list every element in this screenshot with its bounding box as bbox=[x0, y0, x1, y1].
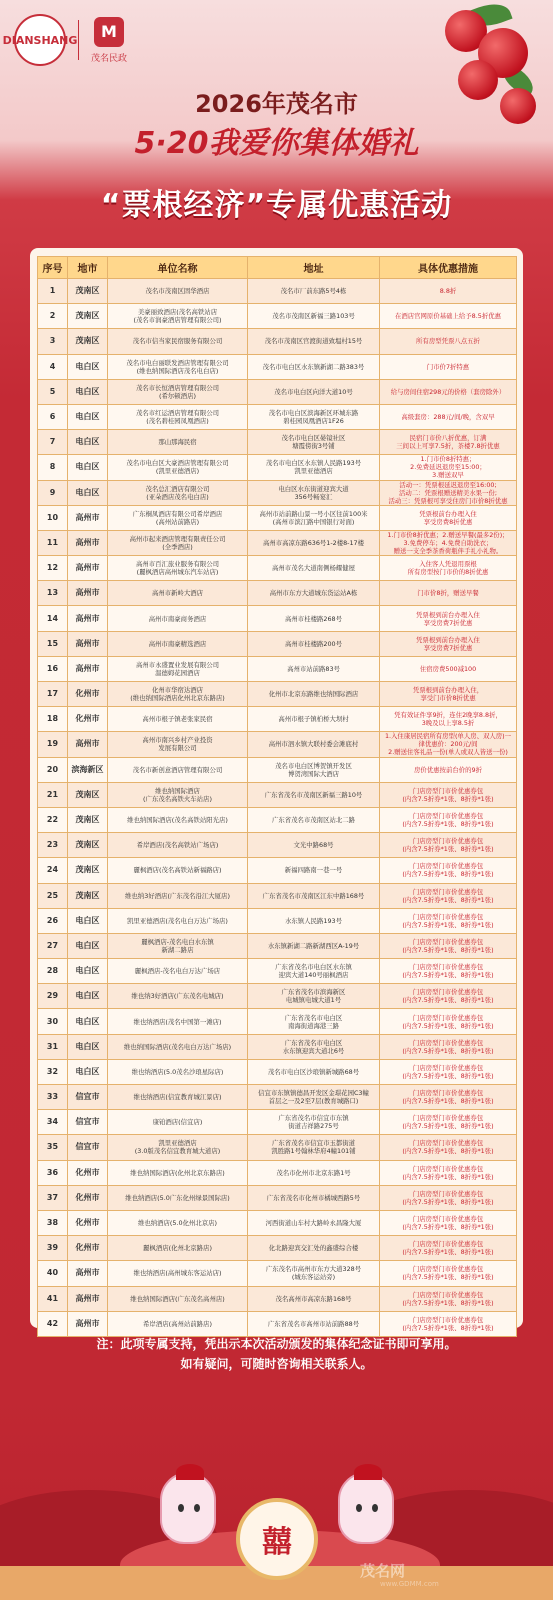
row-unit-name: 维也纳酒店(5.0化州北京店) bbox=[108, 1210, 248, 1235]
row-city: 电白区 bbox=[68, 430, 108, 455]
row-unit-name: 茂名市信当家民宿服务有限公司 bbox=[108, 329, 248, 354]
row-address: 水东镇人民路193号 bbox=[248, 908, 380, 933]
row-city: 茂南区 bbox=[68, 807, 108, 832]
row-address: 河西街道山车村大路岭永昌隆大厦 bbox=[248, 1210, 380, 1235]
row-offer: 门店房型门市价优惠券包 (内含7.5折券*1张、8折券*1张) bbox=[380, 1135, 517, 1160]
row-address: 茂名市茂南区官渡街道致塭村15号 bbox=[248, 329, 380, 354]
row-index: 38 bbox=[38, 1210, 68, 1235]
logo2-mark: M bbox=[94, 17, 124, 47]
row-unit-name: 维也纳国际酒店 (广东茂名高铁火车站店) bbox=[108, 782, 248, 807]
row-offer: 活动一：凭票根延迟退房至16:00; 活动二：凭票根赠送精美水果一份; 活动三：凭票根可享受住房门市价8折优惠 bbox=[380, 480, 517, 505]
row-index: 3 bbox=[38, 329, 68, 354]
header-city: 地市 bbox=[68, 257, 108, 279]
row-unit-name: 茂名总汇酒店有限公司 (亚朵酒店茂名电白店) bbox=[108, 480, 248, 505]
row-city: 茂南区 bbox=[68, 883, 108, 908]
row-unit-name: 高州市南兴乡村产业投资 发展有限公司 bbox=[108, 732, 248, 757]
table-row bbox=[38, 1311, 517, 1336]
row-unit-name: 麗枫酒店-茂名电白万达广场店 bbox=[108, 959, 248, 984]
civil-affairs-logo bbox=[2, 14, 78, 66]
row-city: 化州市 bbox=[68, 707, 108, 732]
row-address: 广东省茂名市电白区 水东镇迎宾大道北6号 bbox=[248, 1034, 380, 1059]
table-row bbox=[38, 807, 517, 832]
row-unit-name: 希岸酒店(茂名高铁站广场店) bbox=[108, 833, 248, 858]
row-offer: 入住客人凭退用票根 所有房型按门市价的8折优惠 bbox=[380, 556, 517, 581]
row-address: 广东省茂名市茂南区新福三路10号 bbox=[248, 782, 380, 807]
row-index: 10 bbox=[38, 505, 68, 530]
row-offer: 门店房型门市价优惠券包 (内含7.5折券*1张、8折券*1张) bbox=[380, 1034, 517, 1059]
row-offer: 凭有效证件享9折，连住2晚享8.8折， 3晚及以上享8.5折 bbox=[380, 707, 517, 732]
row-unit-name: 维也纳酒店(5.0茂名沙琅星际店) bbox=[108, 1059, 248, 1084]
row-index: 26 bbox=[38, 908, 68, 933]
mascot-eye bbox=[356, 1504, 362, 1512]
table-row bbox=[38, 631, 517, 656]
table-row bbox=[38, 505, 517, 530]
row-unit-name: 化州市华宿达酒店 (维也纳国际酒店化州北京东路店) bbox=[108, 682, 248, 707]
row-city: 高州市 bbox=[68, 1286, 108, 1311]
row-unit-name: 维也纳酒店(5.0广东化州绿景国际店) bbox=[108, 1185, 248, 1210]
mascot-hat bbox=[176, 1464, 204, 1480]
mascot-hat bbox=[354, 1464, 382, 1480]
row-city: 电白区 bbox=[68, 379, 108, 404]
row-address: 高州市桂楼路200号 bbox=[248, 631, 380, 656]
row-offer: 住宿房费500减100 bbox=[380, 656, 517, 681]
row-index: 36 bbox=[38, 1160, 68, 1185]
table-row bbox=[38, 1286, 517, 1311]
table-body bbox=[38, 279, 517, 1337]
row-offer: 在酒店官网原价基础上给予8.5折优惠 bbox=[380, 304, 517, 329]
row-unit-name: 美豪丽致酒店(茂名高铁站店 (茂名市润豪酒店管理有限公司) bbox=[108, 304, 248, 329]
table-row bbox=[38, 329, 517, 354]
row-address: 茂名市电白区向洋大道10号 bbox=[248, 379, 380, 404]
row-index: 22 bbox=[38, 807, 68, 832]
row-index: 7 bbox=[38, 430, 68, 455]
row-address: 水东镇新湖二路新湖西区A-19号 bbox=[248, 933, 380, 958]
row-city: 电白区 bbox=[68, 480, 108, 505]
row-city: 电白区 bbox=[68, 1009, 108, 1034]
row-offer: 房价优惠按前台价的9折 bbox=[380, 757, 517, 782]
row-address: 电白区水东街道迎宾大道 356号畅宴汇 bbox=[248, 480, 380, 505]
row-offer: 门店房型门市价优惠券包 (内含7.5折券*1张、8折券*1张) bbox=[380, 833, 517, 858]
row-city: 高州市 bbox=[68, 732, 108, 757]
table-row bbox=[38, 656, 517, 681]
row-index: 9 bbox=[38, 480, 68, 505]
row-address: 茂名市电白区水东镇新湖二路383号 bbox=[248, 354, 380, 379]
row-offer: 门市价7折特惠 bbox=[380, 354, 517, 379]
logo2-text: 茂名民政 bbox=[91, 53, 128, 64]
row-index: 23 bbox=[38, 833, 68, 858]
row-city: 电白区 bbox=[68, 404, 108, 429]
table-row bbox=[38, 606, 517, 631]
row-index: 42 bbox=[38, 1311, 68, 1336]
row-address: 高州市高凉东路636号1-2楼8-17楼 bbox=[248, 530, 380, 555]
row-index: 12 bbox=[38, 556, 68, 581]
row-index: 16 bbox=[38, 656, 68, 681]
table-row bbox=[38, 883, 517, 908]
row-index: 21 bbox=[38, 782, 68, 807]
row-unit-name: 茂名市新创意酒店管理有限公司 bbox=[108, 757, 248, 782]
row-unit-name: 高州市根子镇老张家民宿 bbox=[108, 707, 248, 732]
row-index: 40 bbox=[38, 1261, 68, 1286]
table-row bbox=[38, 1160, 517, 1185]
row-unit-name: 高州市南豪商务酒店 bbox=[108, 606, 248, 631]
header-address: 地址 bbox=[248, 257, 380, 279]
row-index: 6 bbox=[38, 404, 68, 429]
row-address: 广东省茂名市信宜市玉都街道 凯胜路1号翰林华府4幢101铺 bbox=[248, 1135, 380, 1160]
row-offer: 门店房型门市价优惠券包 (内含7.5折券*1张、8折券*1张) bbox=[380, 933, 517, 958]
offers-card bbox=[30, 248, 523, 1332]
row-unit-name: 维也纳酒店(信宜教育城江景店) bbox=[108, 1085, 248, 1110]
table-row bbox=[38, 530, 517, 555]
row-city: 高州市 bbox=[68, 530, 108, 555]
table-row bbox=[38, 455, 517, 480]
offers-table bbox=[37, 256, 517, 1337]
row-city: 高州市 bbox=[68, 631, 108, 656]
table-row bbox=[38, 858, 517, 883]
row-unit-name: 凯里亚德酒店 (3.0版茂名信宜教育城大道店) bbox=[108, 1135, 248, 1160]
row-offer: 门店房型门市价优惠券包 (内含7.5折券*1张、8折券*1张) bbox=[380, 858, 517, 883]
row-address: 茂名市茂南区新福三路103号 bbox=[248, 304, 380, 329]
row-index: 25 bbox=[38, 883, 68, 908]
row-city: 电白区 bbox=[68, 1034, 108, 1059]
table-row bbox=[38, 1009, 517, 1034]
table-row bbox=[38, 933, 517, 958]
lychee-mascot-right bbox=[338, 1472, 394, 1544]
row-address: 高州市站前路83号 bbox=[248, 656, 380, 681]
row-offer: 1.门市价8折优惠；2.赠送早餐(最多2份)； 3.免费停车；4.免费自助洗衣； 赠送一支全季茶香荷瓶伴手礼小礼物。 bbox=[380, 530, 517, 555]
row-city: 高州市 bbox=[68, 606, 108, 631]
row-offer: 门店房型门市价优惠券包 (内含7.5折券*1张、8折券*1张) bbox=[380, 1261, 517, 1286]
row-address: 广东省茂名市茂南区站北二路 bbox=[248, 807, 380, 832]
table-row bbox=[38, 379, 517, 404]
logo-divider bbox=[78, 20, 79, 60]
row-offer: 凭票根到前台办理入住 享受房费7折优惠 bbox=[380, 631, 517, 656]
row-index: 2 bbox=[38, 304, 68, 329]
row-index: 35 bbox=[38, 1135, 68, 1160]
row-offer: 门店房型门市价优惠券包 (内含7.5折券*1张、8折券*1张) bbox=[380, 1110, 517, 1135]
table-row bbox=[38, 1236, 517, 1261]
row-offer: 高级套房：288元/间/晚，含双早 bbox=[380, 404, 517, 429]
row-city: 滨海新区 bbox=[68, 757, 108, 782]
row-unit-name: 维也纳3好酒店(广东茂名沿江大厦店) bbox=[108, 883, 248, 908]
row-offer: 门店房型门市价优惠券包 (内含7.5折券*1张、8折券*1张) bbox=[380, 1236, 517, 1261]
header-offer: 具体优惠措施 bbox=[380, 257, 517, 279]
row-offer: 所有房型凭票八点五折 bbox=[380, 329, 517, 354]
row-address: 新福四路南一巷一号 bbox=[248, 858, 380, 883]
row-unit-name: 希岸酒店(高州站前路店) bbox=[108, 1311, 248, 1336]
row-address: 高州市茂名大道南侧杨耀健屋 bbox=[248, 556, 380, 581]
row-city: 化州市 bbox=[68, 682, 108, 707]
row-index: 17 bbox=[38, 682, 68, 707]
row-offer: 门店房型门市价优惠券包 (内含7.5折券*1张、8折券*1张) bbox=[380, 984, 517, 1009]
row-offer: 门店房型门市价优惠券包 (内含7.5折券*1张、8折券*1张) bbox=[380, 807, 517, 832]
row-city: 信宜市 bbox=[68, 1085, 108, 1110]
row-address: 茂名市电白区晏镜社区 塘霞傍街3号铺 bbox=[248, 430, 380, 455]
row-city: 高州市 bbox=[68, 556, 108, 581]
row-index: 4 bbox=[38, 354, 68, 379]
table-header-row bbox=[38, 257, 517, 279]
row-index: 15 bbox=[38, 631, 68, 656]
row-address: 广东省茂名市茂南区江东中路168号 bbox=[248, 883, 380, 908]
row-unit-name: 茂名市电白区大豪酒店管理有限公司 (凯里亚德酒店) bbox=[108, 455, 248, 480]
table-row bbox=[38, 732, 517, 757]
table-row bbox=[38, 1034, 517, 1059]
row-index: 18 bbox=[38, 707, 68, 732]
table-row bbox=[38, 404, 517, 429]
row-index: 33 bbox=[38, 1085, 68, 1110]
table-row bbox=[38, 1059, 517, 1084]
table-row bbox=[38, 1210, 517, 1235]
header-unit: 单位名称 bbox=[108, 257, 248, 279]
row-offer: 门店房型门市价优惠券包 (内含7.5折券*1张、8折券*1张) bbox=[380, 1009, 517, 1034]
watermark-url: www.GDMM.com bbox=[380, 1580, 439, 1588]
title-activity: “票根经济”专属优惠活动 bbox=[100, 188, 453, 223]
row-unit-name: 麗枫酒店(茂名高铁站新福路店) bbox=[108, 858, 248, 883]
row-unit-name: 麗枫酒店(化州北京路店) bbox=[108, 1236, 248, 1261]
row-city: 化州市 bbox=[68, 1210, 108, 1235]
logo-area bbox=[2, 14, 128, 66]
row-unit-name: 高州市南豪精选酒店 bbox=[108, 631, 248, 656]
table-row bbox=[38, 757, 517, 782]
table-row bbox=[38, 279, 517, 304]
row-city: 化州市 bbox=[68, 1185, 108, 1210]
row-unit-name: 茂名市电白丽联发酒店管理有限公司 (维也纳国际酒店茂名电白店) bbox=[108, 354, 248, 379]
row-city: 化州市 bbox=[68, 1236, 108, 1261]
row-index: 30 bbox=[38, 1009, 68, 1034]
row-city: 高州市 bbox=[68, 1261, 108, 1286]
row-city: 信宜市 bbox=[68, 1110, 108, 1135]
row-city: 高州市 bbox=[68, 656, 108, 681]
row-city: 高州市 bbox=[68, 1311, 108, 1336]
row-address: 广东省茂名市化州市橘城西路5号 bbox=[248, 1185, 380, 1210]
row-index: 34 bbox=[38, 1110, 68, 1135]
row-address: 文光中路68号 bbox=[248, 833, 380, 858]
row-unit-name: 维也纳国际酒店(广东茂名高州店) bbox=[108, 1286, 248, 1311]
row-index: 28 bbox=[38, 959, 68, 984]
row-unit-name: 高州市新岭大酒店 bbox=[108, 581, 248, 606]
row-address: 茂名市电白区水东镇人民路193号 凯里亚德酒店 bbox=[248, 455, 380, 480]
table-row bbox=[38, 354, 517, 379]
row-address: 茂名市电白区沙琅镇新城路68号 bbox=[248, 1059, 380, 1084]
row-address: 茂名市电白区博贺镇开发区 博贺湾国际大酒店 bbox=[248, 757, 380, 782]
row-address: 广东省茂名市信宜市东镇 街道吉祥路275号 bbox=[248, 1110, 380, 1135]
row-index: 31 bbox=[38, 1034, 68, 1059]
row-offer: 8.8折 bbox=[380, 279, 517, 304]
row-city: 化州市 bbox=[68, 1160, 108, 1185]
row-offer: 门店房型门市价优惠券包 (内含7.5折券*1张、8折券*1张) bbox=[380, 1286, 517, 1311]
table-row bbox=[38, 1110, 517, 1135]
row-index: 14 bbox=[38, 606, 68, 631]
table-row bbox=[38, 1135, 517, 1160]
row-offer: 门店房型门市价优惠券包 (内含7.5折券*1张、8折券*1张) bbox=[380, 1160, 517, 1185]
row-index: 29 bbox=[38, 984, 68, 1009]
row-address: 高州市泗水镇大联村委会滩底村 bbox=[248, 732, 380, 757]
row-city: 信宜市 bbox=[68, 1135, 108, 1160]
table-row bbox=[38, 908, 517, 933]
row-offer: 门店房型门市价优惠券包 (内含7.5折券*1张、8折券*1张) bbox=[380, 782, 517, 807]
mascot-eye bbox=[372, 1504, 378, 1512]
row-offer: 门店房型门市价优惠券包 (内含7.5折券*1张、8折券*1张) bbox=[380, 1185, 517, 1210]
row-city: 茂南区 bbox=[68, 304, 108, 329]
table-row bbox=[38, 959, 517, 984]
row-index: 11 bbox=[38, 530, 68, 555]
row-index: 19 bbox=[38, 732, 68, 757]
row-offer: 1.门市价8折特惠； 2.免费延迟退房至15:00； 3.赠送双早 bbox=[380, 455, 517, 480]
row-city: 高州市 bbox=[68, 505, 108, 530]
row-index: 1 bbox=[38, 279, 68, 304]
row-offer: 门店房型门市价优惠券包 (内含7.5折券*1张、8折券*1张) bbox=[380, 883, 517, 908]
footer-note bbox=[0, 1334, 553, 1374]
row-city: 电白区 bbox=[68, 354, 108, 379]
row-address: 茂名市化州市北京东路1号 bbox=[248, 1160, 380, 1185]
mascot-eye bbox=[178, 1504, 184, 1512]
table-row bbox=[38, 430, 517, 455]
row-city: 茂南区 bbox=[68, 782, 108, 807]
row-offer: 门店房型门市价优惠券包 (内含7.5折券*1张、8折券*1张) bbox=[380, 1210, 517, 1235]
row-unit-name: 高州市起来酒店管理有限责任公司 (全季酒店) bbox=[108, 530, 248, 555]
row-address: 广东省茂名市电白区水东镇 迎宾大道140号丽枫酒店 bbox=[248, 959, 380, 984]
watermark-logo: 茂名网 bbox=[360, 1562, 406, 1580]
logo1-text: DIANSHANG bbox=[2, 33, 78, 47]
row-index: 39 bbox=[38, 1236, 68, 1261]
table-row bbox=[38, 682, 517, 707]
row-address: 广东省茂名市高州市站前路88号 bbox=[248, 1311, 380, 1336]
row-address: 化北路迎宾交汇处的鑫盛综合楼 bbox=[248, 1236, 380, 1261]
row-index: 13 bbox=[38, 581, 68, 606]
row-offer: 门店房型门市价优惠券包 (内含7.5折券*1张、8折券*1张) bbox=[380, 1085, 517, 1110]
table-row bbox=[38, 1261, 517, 1286]
row-index: 24 bbox=[38, 858, 68, 883]
row-address: 高州市站前路山景一号小区往前100米 (高州市滨江路中国银行对面) bbox=[248, 505, 380, 530]
row-city: 电白区 bbox=[68, 984, 108, 1009]
row-unit-name: 维也纳酒店(高州城东客运站店) bbox=[108, 1261, 248, 1286]
row-address: 高州市根子镇柏桥大坝村 bbox=[248, 707, 380, 732]
row-offer: 门市价8折，赠送早餐 bbox=[380, 581, 517, 606]
row-city: 电白区 bbox=[68, 1059, 108, 1084]
row-index: 41 bbox=[38, 1286, 68, 1311]
table-row bbox=[38, 833, 517, 858]
maoming-civil-logo bbox=[91, 17, 127, 64]
row-offer: 门店房型门市价优惠券包 (内含7.5折券*1张、8折券*1张) bbox=[380, 1059, 517, 1084]
row-city: 电白区 bbox=[68, 959, 108, 984]
row-address: 广东茂名市高州市东方大道328号 (城东客运站旁) bbox=[248, 1261, 380, 1286]
row-city: 茂南区 bbox=[68, 279, 108, 304]
title-event: 5·20我爱你集体婚礼 bbox=[134, 126, 419, 161]
row-offer: 门店房型门市价优惠券包 (内含7.5折券*1张、8折券*1张) bbox=[380, 908, 517, 933]
row-city: 电白区 bbox=[68, 908, 108, 933]
row-city: 电白区 bbox=[68, 933, 108, 958]
table-row bbox=[38, 556, 517, 581]
row-unit-name: 茂名市茂南区固华酒店 bbox=[108, 279, 248, 304]
note-line-2: 如有疑问，可随时咨询相关联系人。 bbox=[180, 1357, 373, 1371]
row-unit-name: 麗枫酒店-茂名电白水东镇 新湖二路店 bbox=[108, 933, 248, 958]
row-offer: 民宿门市价八折优惠，订满 三间以上可享7.5折，茶楼7.8折优惠 bbox=[380, 430, 517, 455]
row-address: 化州市北京东路维也纳国际酒店 bbox=[248, 682, 380, 707]
table-row bbox=[38, 707, 517, 732]
row-unit-name: 维也纳国际酒店(茂名电白万达广场店) bbox=[108, 1034, 248, 1059]
row-unit-name: 茂名市红运酒店管理有限公司 (茂名碧桂园凤凰酒店) bbox=[108, 404, 248, 429]
table-row bbox=[38, 304, 517, 329]
lychee-mascot-left bbox=[160, 1472, 216, 1544]
row-index: 32 bbox=[38, 1059, 68, 1084]
row-offer: 给与房间住宿298元的价格（套房除外） bbox=[380, 379, 517, 404]
row-unit-name: 茂名市长恒酒店管理有限公司 (希尔顿酒店) bbox=[108, 379, 248, 404]
row-address: 茂名市厂前东路5号4栋 bbox=[248, 279, 380, 304]
mascot-eye bbox=[194, 1504, 200, 1512]
row-unit-name: 维也纳国际酒店(化州北京东路店) bbox=[108, 1160, 248, 1185]
row-offer: 门店房型门市价优惠券包 (内含7.5折券*1张、8折券*1张) bbox=[380, 959, 517, 984]
note-line-1: 注：此项专属支持，凭出示本次活动颁发的集体纪念证书即可享用。 bbox=[96, 1337, 457, 1351]
row-unit-name: 维也纳3好酒店(广东茂名电城店) bbox=[108, 984, 248, 1009]
row-index: 5 bbox=[38, 379, 68, 404]
row-offer: 凭票根前台办理入住 享受房费8折优惠 bbox=[380, 505, 517, 530]
row-address: 广东省茂名市滨海新区 电城镇电城大道1号 bbox=[248, 984, 380, 1009]
row-city: 电白区 bbox=[68, 455, 108, 480]
table-row bbox=[38, 984, 517, 1009]
row-address: 茂名高州市高凉东路168号 bbox=[248, 1286, 380, 1311]
row-address: 信宜市东镇镇德昌开发区金璟花园C3幢 首层之一及2至7层(教育城路口) bbox=[248, 1085, 380, 1110]
row-offer: 凭票根到前台办理入住 享受房费7折优惠 bbox=[380, 606, 517, 631]
row-unit-name: 高州市百汇旅业服务有限公司 (麗枫酒店高州城东汽车站店) bbox=[108, 556, 248, 581]
header-index: 序号 bbox=[38, 257, 68, 279]
row-index: 20 bbox=[38, 757, 68, 782]
row-offer: 门店房型门市价优惠券包 (内含7.5折券*1张、8折券*1张) bbox=[380, 1311, 517, 1336]
row-offer: 凭票根到前台办理入住， 享受门市价8折优惠 bbox=[380, 682, 517, 707]
row-unit-name: 那山那海民宿 bbox=[108, 430, 248, 455]
row-unit-name: 维也纳国际酒店(茂名高铁站阳光店) bbox=[108, 807, 248, 832]
row-city: 茂南区 bbox=[68, 858, 108, 883]
row-unit-name: 凯里亚德酒店(茂名电白万达广场店) bbox=[108, 908, 248, 933]
row-city: 茂南区 bbox=[68, 833, 108, 858]
row-index: 8 bbox=[38, 455, 68, 480]
row-index: 37 bbox=[38, 1185, 68, 1210]
row-index: 27 bbox=[38, 933, 68, 958]
row-city: 高州市 bbox=[68, 581, 108, 606]
row-address: 广东省茂名市电白区 南海街道海港三路 bbox=[248, 1009, 380, 1034]
table-row bbox=[38, 782, 517, 807]
table-row bbox=[38, 1085, 517, 1110]
row-offer: 1.入住康居民宿所有房型(单人房、双人房)一律优惠价：200元/间 2.赠送住客礼品一份(单人或双人皆送一份) bbox=[380, 732, 517, 757]
row-unit-name: 广东桐凤酒店有限公司希岸酒店 (高州站前路店) bbox=[108, 505, 248, 530]
title-year-city: 2026年茂名市 bbox=[195, 90, 358, 118]
row-address: 高州市桂楼路268号 bbox=[248, 606, 380, 631]
table-row bbox=[38, 480, 517, 505]
table-row bbox=[38, 581, 517, 606]
row-unit-name: 维也纳酒店(茂名中国第一滩店) bbox=[108, 1009, 248, 1034]
row-address: 茂名市电白区滨海新区环城东路 碧桂园凤凰酒店1F26 bbox=[248, 404, 380, 429]
table-row bbox=[38, 1185, 517, 1210]
row-unit-name: 康铂酒店(信宜店) bbox=[108, 1110, 248, 1135]
row-city: 茂南区 bbox=[68, 329, 108, 354]
row-unit-name: 高州市永盛置业发展有限公司 温德姆花园酒店 bbox=[108, 656, 248, 681]
row-address: 高州市东方大道城东货运站A栋 bbox=[248, 581, 380, 606]
double-happiness-emblem: 囍 bbox=[236, 1498, 318, 1580]
